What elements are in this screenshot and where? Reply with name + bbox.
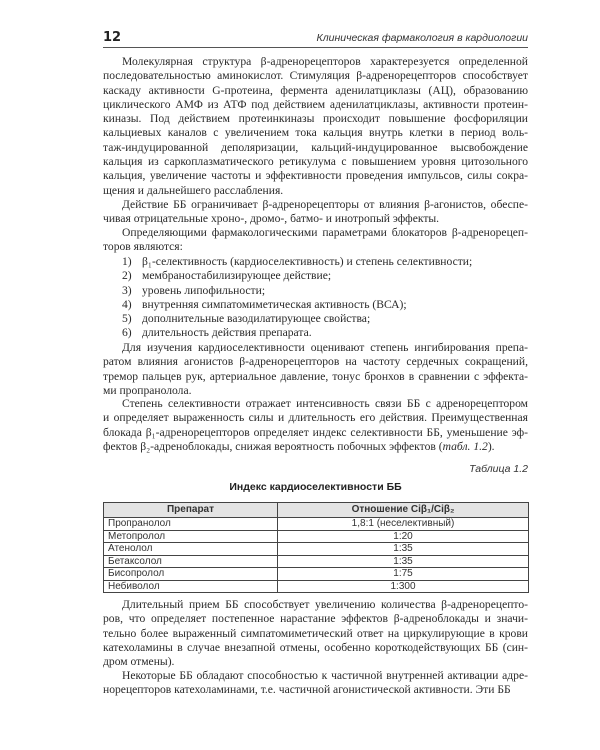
drug-name: Бетаксолол xyxy=(104,555,278,568)
paragraph-line: таж-индуцированной деполяризации, кальций-индуцированное высвобождение xyxy=(103,140,528,154)
list-number: 1) xyxy=(122,255,132,268)
paragraph-line: блокада β₁-адренорецепторов определяет индекс селективности ББ, уменьшение эф- xyxy=(103,425,528,439)
list-number: 2) xyxy=(122,269,132,283)
paragraph-line: норецепторов катехоламинами, т.е. частичной агонистической активности. Эти ББ xyxy=(103,683,511,697)
selectivity-ratio: 1:20 xyxy=(278,530,529,543)
table-row xyxy=(104,580,529,593)
table-row xyxy=(104,518,529,531)
selectivity-ratio: 1:300 xyxy=(278,580,529,593)
paragraph-line: Степень селективности отражает интенсивность связи ББ с адренорецептором xyxy=(122,397,528,410)
paragraph-line: киназы. Под действием протеинкиназы происходит повышение фосфориляции xyxy=(103,112,528,126)
list-number: 6) xyxy=(122,326,132,340)
list-text: дополнительные вазодилатирующее свойства; xyxy=(142,312,371,326)
paragraph-line: циклического АМФ из АТФ под действием аденилатциклазы, активности протеин- xyxy=(103,97,528,111)
list-text: внутренняя симпатомиметическая активность (ВСА); xyxy=(142,297,407,311)
running-header xyxy=(103,28,528,48)
paragraph-line: чивая отрицательные хроно-, дромо-, батмо- и инотропый эффекты. xyxy=(103,212,440,226)
selectivity-ratio: 1:35 xyxy=(278,555,529,568)
table-row xyxy=(104,568,529,581)
list-item xyxy=(103,255,528,269)
paragraph-line: Длительный прием ББ способствует увеличению количества β-адренорецепто- xyxy=(122,598,528,611)
column-header: Препарат xyxy=(104,503,278,518)
paragraph-line: Для изучения кардиоселективности оценивают степень ингибирования препа- xyxy=(122,341,528,354)
paragraph-line: Некоторые ББ обладают способностью к частичной внутренней активации адре- xyxy=(122,669,528,682)
list-item xyxy=(103,284,528,298)
parameter-list xyxy=(103,255,528,341)
text: ). xyxy=(487,439,495,453)
drug-name: Метопролол xyxy=(104,530,278,543)
table-row xyxy=(104,543,529,556)
list-item xyxy=(103,269,528,283)
paragraph-line: кальция из саркоплазматического ретикулума с повышением уровня цитозольного xyxy=(103,155,528,169)
table-row xyxy=(104,555,529,568)
paragraph-line: катехоламины в случае внезапной отмены, особенно короткодействующих ББ (син- xyxy=(103,640,528,654)
paragraph-line: тремор пальцев рук, артериальное давление, тонус бронхов в сравнении с эффекта- xyxy=(103,369,528,383)
paragraph-7 xyxy=(103,669,528,698)
list-item xyxy=(103,312,528,326)
selectivity-ratio: 1,8:1 (неселективный) xyxy=(278,518,529,531)
list-text: длительность действия препарата. xyxy=(142,326,312,340)
paragraph-line: ми пропранолола. xyxy=(103,383,192,397)
paragraph-line: каскаду активности G-протеина, фермента аденилатциклазы (АЦ), образованию xyxy=(103,83,528,97)
paragraph-5-lines xyxy=(103,397,528,440)
paragraph-line: тельно более выраженный симпатомиметический ответ на циркулирующие в крови xyxy=(103,626,528,640)
table-reference: табл. 1.2 xyxy=(442,439,488,453)
selectivity-ratio: 1:75 xyxy=(278,568,529,581)
table-header-row xyxy=(104,503,529,518)
paragraph-line: и определяет выраженность силы и длительность его действия. Преимущественная xyxy=(103,411,528,425)
paragraph-line: кальциевых каналов с увеличением тока кальция внутрь клетки в период воль- xyxy=(103,126,528,140)
selectivity-table xyxy=(103,502,529,593)
paragraph-5 xyxy=(103,397,528,454)
table-title: Индекс кардиоселективности ББ xyxy=(229,481,402,493)
paragraph-line xyxy=(103,440,528,454)
running-title: Клиническая фармакология в кардиологии xyxy=(316,32,528,44)
list-number: 4) xyxy=(122,297,132,311)
list-number: 5) xyxy=(122,312,132,326)
drug-name: Небиволол xyxy=(104,580,278,593)
paragraph-line: кальция, увеличение частоты и эффективности проведения импульсов, силы сокра- xyxy=(103,169,528,183)
paragraph-line: щения и дальнейшего расслабления. xyxy=(103,183,284,197)
drug-name: Пропранолол xyxy=(104,518,278,531)
paragraph-1 xyxy=(103,55,528,198)
list-text: уровень липофильности; xyxy=(142,283,266,297)
list-item xyxy=(103,326,528,340)
paragraph-line: Молекулярная структура β-адренорецепторов характерезуется определенной xyxy=(122,55,528,68)
table-number: Таблица 1.2 xyxy=(469,463,528,475)
list-item xyxy=(103,298,528,312)
selectivity-ratio: 1:35 xyxy=(278,543,529,556)
paragraph-4 xyxy=(103,341,528,398)
list-text: мембраностабилизирующее действие; xyxy=(142,269,332,283)
paragraph-line: ратом влияния агонистов β-адренорецепторов на частоту сердечных сокращений, xyxy=(103,355,528,369)
list-text: β₁-селективность (кардиоселективность) и степень селективности; xyxy=(142,255,473,268)
paragraph-3 xyxy=(103,226,528,255)
drug-name: Атенолол xyxy=(104,543,278,556)
paragraph-2 xyxy=(103,198,528,227)
paragraph-6 xyxy=(103,598,528,669)
page-number: 12 xyxy=(103,30,122,45)
paragraph-line: Определяющими фармакологическими параметрами блокаторов β-адренорецеп- xyxy=(122,226,528,239)
text: фектов β₂-адреноблокады, снижая вероятность побочных эффектов ( xyxy=(103,439,443,453)
paragraph-line: последовательностью аминокислот. Стимуляция β-адренорецепторов способствует xyxy=(103,69,528,83)
paragraph-line: ров, что определяет постепенное нарастание эффектов β-адреноблокады и значи- xyxy=(103,612,528,626)
column-header: Отношение Сiβ₁/Сiβ₂ xyxy=(278,503,529,518)
paragraph-line: Действие ББ ограничивает β-адренорецепторы от влияния β-агонистов, обеспе- xyxy=(122,198,528,211)
drug-name: Бисопролол xyxy=(104,568,278,581)
list-number: 3) xyxy=(122,283,132,297)
paragraph-line: торов являются: xyxy=(103,240,183,254)
paragraph-line: дром отмены). xyxy=(103,655,175,669)
table-row xyxy=(104,530,529,543)
